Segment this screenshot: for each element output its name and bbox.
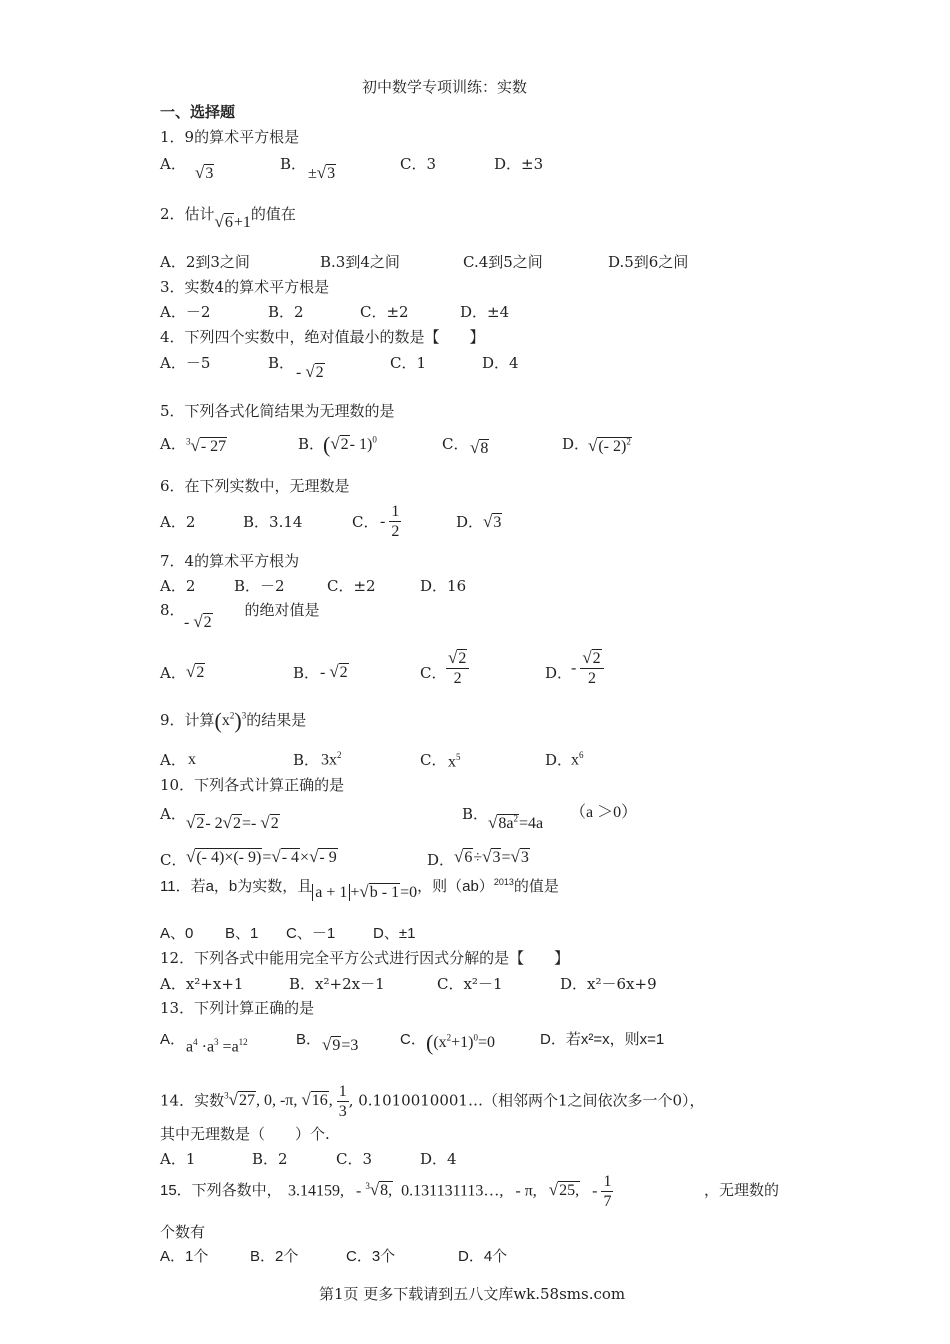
q8-option-c-value: $\frac{√2}{2}$ bbox=[446, 648, 469, 689]
q2-option-d: D.5到6之间 bbox=[608, 253, 689, 271]
q10-option-a: A． bbox=[160, 805, 186, 823]
question-14-stem: 14．实数$^3$√27, 0, -π, √16, $\frac{1}{3}$ , 0.1010010001…（相邻两个1之间依次多一个0）， bbox=[160, 1083, 705, 1121]
q10-option-c: C． bbox=[160, 851, 187, 869]
q1-option-b-value: ±√3 bbox=[308, 163, 336, 182]
section-heading: 一、选择题 bbox=[160, 103, 236, 121]
q11-option-b: B、1 bbox=[225, 925, 259, 942]
q15-option-a: A．1个 bbox=[160, 1248, 209, 1265]
q7-option-a: A．2 bbox=[160, 577, 196, 595]
q8-option-b-value: - √2 bbox=[320, 662, 348, 681]
q9-option-d-value: $x^6$ bbox=[571, 750, 584, 769]
q3-option-c: C．±2 bbox=[360, 303, 409, 321]
q8-expression: - √2 bbox=[184, 612, 212, 631]
q7-option-d: D．16 bbox=[420, 577, 467, 595]
q1-option-d: D．±3 bbox=[494, 155, 544, 173]
q4-option-a: A．－5 bbox=[160, 354, 211, 372]
question-4-stem: 4．下列四个实数中，绝对值最小的数是【 】 bbox=[160, 328, 485, 346]
q10-option-b-condition: （a ＞0） bbox=[570, 804, 638, 821]
question-11-stem: 11．若a，b为实数，且 a + 1 +√b - 1=0，则（ab）$^{2013}$的值是 bbox=[160, 877, 559, 901]
q6-option-a: A．2 bbox=[160, 513, 196, 531]
q8-option-a: A． bbox=[160, 664, 186, 682]
q4-option-b-value: - √2 bbox=[296, 362, 324, 381]
q9-option-a: A． bbox=[160, 751, 186, 769]
q5-option-a-value: $^3$√- 27 bbox=[186, 436, 227, 455]
q6-option-d-value: √3 bbox=[483, 512, 502, 531]
q3-option-d: D．±4 bbox=[460, 303, 510, 321]
q12-option-a: A．x²+x+1 bbox=[160, 975, 244, 993]
q5-option-a: A． bbox=[160, 435, 186, 453]
q15-option-c: C．3个 bbox=[346, 1248, 396, 1265]
question-9-stem: 9．计算$(x^2)^3$的结果是 bbox=[160, 708, 307, 733]
q2-option-a: A．2到3之间 bbox=[160, 253, 250, 271]
q6-option-c: C． bbox=[352, 513, 379, 531]
q1-option-c: C．3 bbox=[400, 155, 437, 173]
q13-option-a-value: $a^4 \cdot a^3 =a^{12}$ bbox=[186, 1037, 248, 1056]
q12-option-d: D．x²－6x+9 bbox=[560, 975, 657, 993]
q9-option-b-value: $3x^2$ bbox=[321, 750, 342, 769]
q10-option-c-value: √(- 4)×(- 9)=√- 4×√- 9 bbox=[186, 847, 337, 866]
q5-option-d: D． bbox=[562, 435, 590, 453]
q1-option-b: B． bbox=[280, 155, 307, 173]
q14-option-d: D．4 bbox=[420, 1150, 457, 1168]
q5-option-c-value: √8 bbox=[470, 438, 489, 457]
q14-option-c: C．3 bbox=[336, 1150, 373, 1168]
q10-option-a-value: √2- 2√2=- √2 bbox=[186, 813, 279, 832]
q8-option-a-value: √2 bbox=[186, 662, 205, 681]
question-12-stem: 12．下列各式中能用完全平方公式进行因式分解的是【 】 bbox=[160, 949, 570, 967]
q8-option-d-value: - $\frac{√2}{2}$ bbox=[571, 648, 604, 689]
question-13-stem: 13．下列计算正确的是 bbox=[160, 999, 315, 1017]
q10-option-d-value: √6÷√3=√3 bbox=[454, 847, 529, 866]
q13-option-b-value: √9=3 bbox=[322, 1035, 359, 1054]
q13-option-c: C． bbox=[400, 1031, 426, 1048]
q10-option-b-value: $√8a^2=4a$ bbox=[488, 813, 544, 832]
q8-option-b: B． bbox=[293, 664, 320, 682]
q13-option-a: A． bbox=[160, 1031, 186, 1048]
q1-option-a-value: √3 bbox=[195, 163, 214, 182]
q14-option-a: A．1 bbox=[160, 1150, 196, 1168]
q10-option-d: D． bbox=[427, 851, 455, 869]
q15-option-b: B．2个 bbox=[250, 1248, 299, 1265]
q11-option-c: C、－1 bbox=[286, 925, 336, 942]
q9-option-c: C． bbox=[420, 751, 447, 769]
q4-option-d: D．4 bbox=[482, 354, 519, 372]
q5-option-c: C． bbox=[442, 435, 469, 453]
q5-option-b: B． bbox=[298, 435, 325, 453]
question-15-line2: 个数有 bbox=[160, 1224, 206, 1241]
q8-option-d: D． bbox=[545, 664, 573, 682]
question-1-stem: 1．9的算术平方根是 bbox=[160, 128, 300, 146]
q3-option-b: B．2 bbox=[268, 303, 304, 321]
q5-option-d-value: √(- 2)$^2$ bbox=[588, 436, 631, 455]
question-7-stem: 7．4的算术平方根为 bbox=[160, 552, 300, 570]
q11-option-a: A、0 bbox=[160, 925, 194, 942]
q11-option-d: D、±1 bbox=[373, 925, 416, 942]
question-14-line2: 其中无理数是（ ）个. bbox=[160, 1125, 330, 1143]
q15-option-d: D．4个 bbox=[458, 1248, 508, 1265]
q2-option-c: C.4到5之间 bbox=[463, 253, 543, 271]
q3-option-a: A．－2 bbox=[160, 303, 211, 321]
q7-option-b: B．－2 bbox=[234, 577, 285, 595]
question-6-stem: 6．在下列实数中，无理数是 bbox=[160, 477, 350, 495]
page-footer: 第1页 更多下载请到五八文库wk.58sms.com bbox=[319, 1285, 626, 1303]
q8-option-c: C． bbox=[420, 664, 447, 682]
q7-option-c: C．±2 bbox=[327, 577, 376, 595]
q13-option-c-value: ($(x^2+1)^0=0$ bbox=[426, 1030, 496, 1055]
q14-option-b: B．2 bbox=[252, 1150, 288, 1168]
question-10-stem: 10．下列各式计算正确的是 bbox=[160, 776, 345, 794]
q9-option-c-value: $x^5$ bbox=[448, 752, 461, 771]
q6-option-d: D． bbox=[456, 513, 484, 531]
q9-option-a-value: x bbox=[188, 751, 196, 768]
question-8-stem: 8． 的绝对值是 bbox=[160, 601, 320, 619]
q15-numbers: 3.14159, - $^3$√8, 0.131131113…, - π, √25, - $\frac{1}{7}$ bbox=[288, 1173, 612, 1211]
q12-option-b: B．x²+2x－1 bbox=[289, 975, 385, 993]
q6-option-b: B．3.14 bbox=[243, 513, 303, 531]
q4-option-c: C．1 bbox=[390, 354, 427, 372]
q2-option-b: B.3到4之间 bbox=[320, 253, 400, 271]
question-15-stem-end: ，无理数的 bbox=[704, 1182, 780, 1199]
q13-option-b: B． bbox=[296, 1031, 322, 1048]
question-5-stem: 5．下列各式化简结果为无理数的是 bbox=[160, 402, 395, 420]
q9-option-d: D． bbox=[545, 751, 573, 769]
q1-option-a: A． bbox=[160, 155, 186, 173]
q13-option-d: D．若x²=x，则x=1 bbox=[540, 1031, 665, 1048]
question-3-stem: 3．实数4的算术平方根是 bbox=[160, 278, 330, 296]
q4-option-b: B． bbox=[268, 354, 295, 372]
question-15-stem: 15．下列各数中， bbox=[160, 1182, 282, 1199]
q9-option-b: B． bbox=[293, 751, 320, 769]
q12-option-c: C．x²－1 bbox=[437, 975, 503, 993]
question-2-stem: 2．估计√6+1的值在 bbox=[160, 205, 296, 231]
q5-option-b-value: (√2- 1)$^0$ bbox=[323, 432, 377, 457]
q6-option-c-value: - $\frac{1}{2}$ bbox=[380, 503, 400, 541]
q10-option-b: B． bbox=[462, 805, 489, 823]
page-title: 初中数学专项训练：实数 bbox=[362, 78, 528, 96]
